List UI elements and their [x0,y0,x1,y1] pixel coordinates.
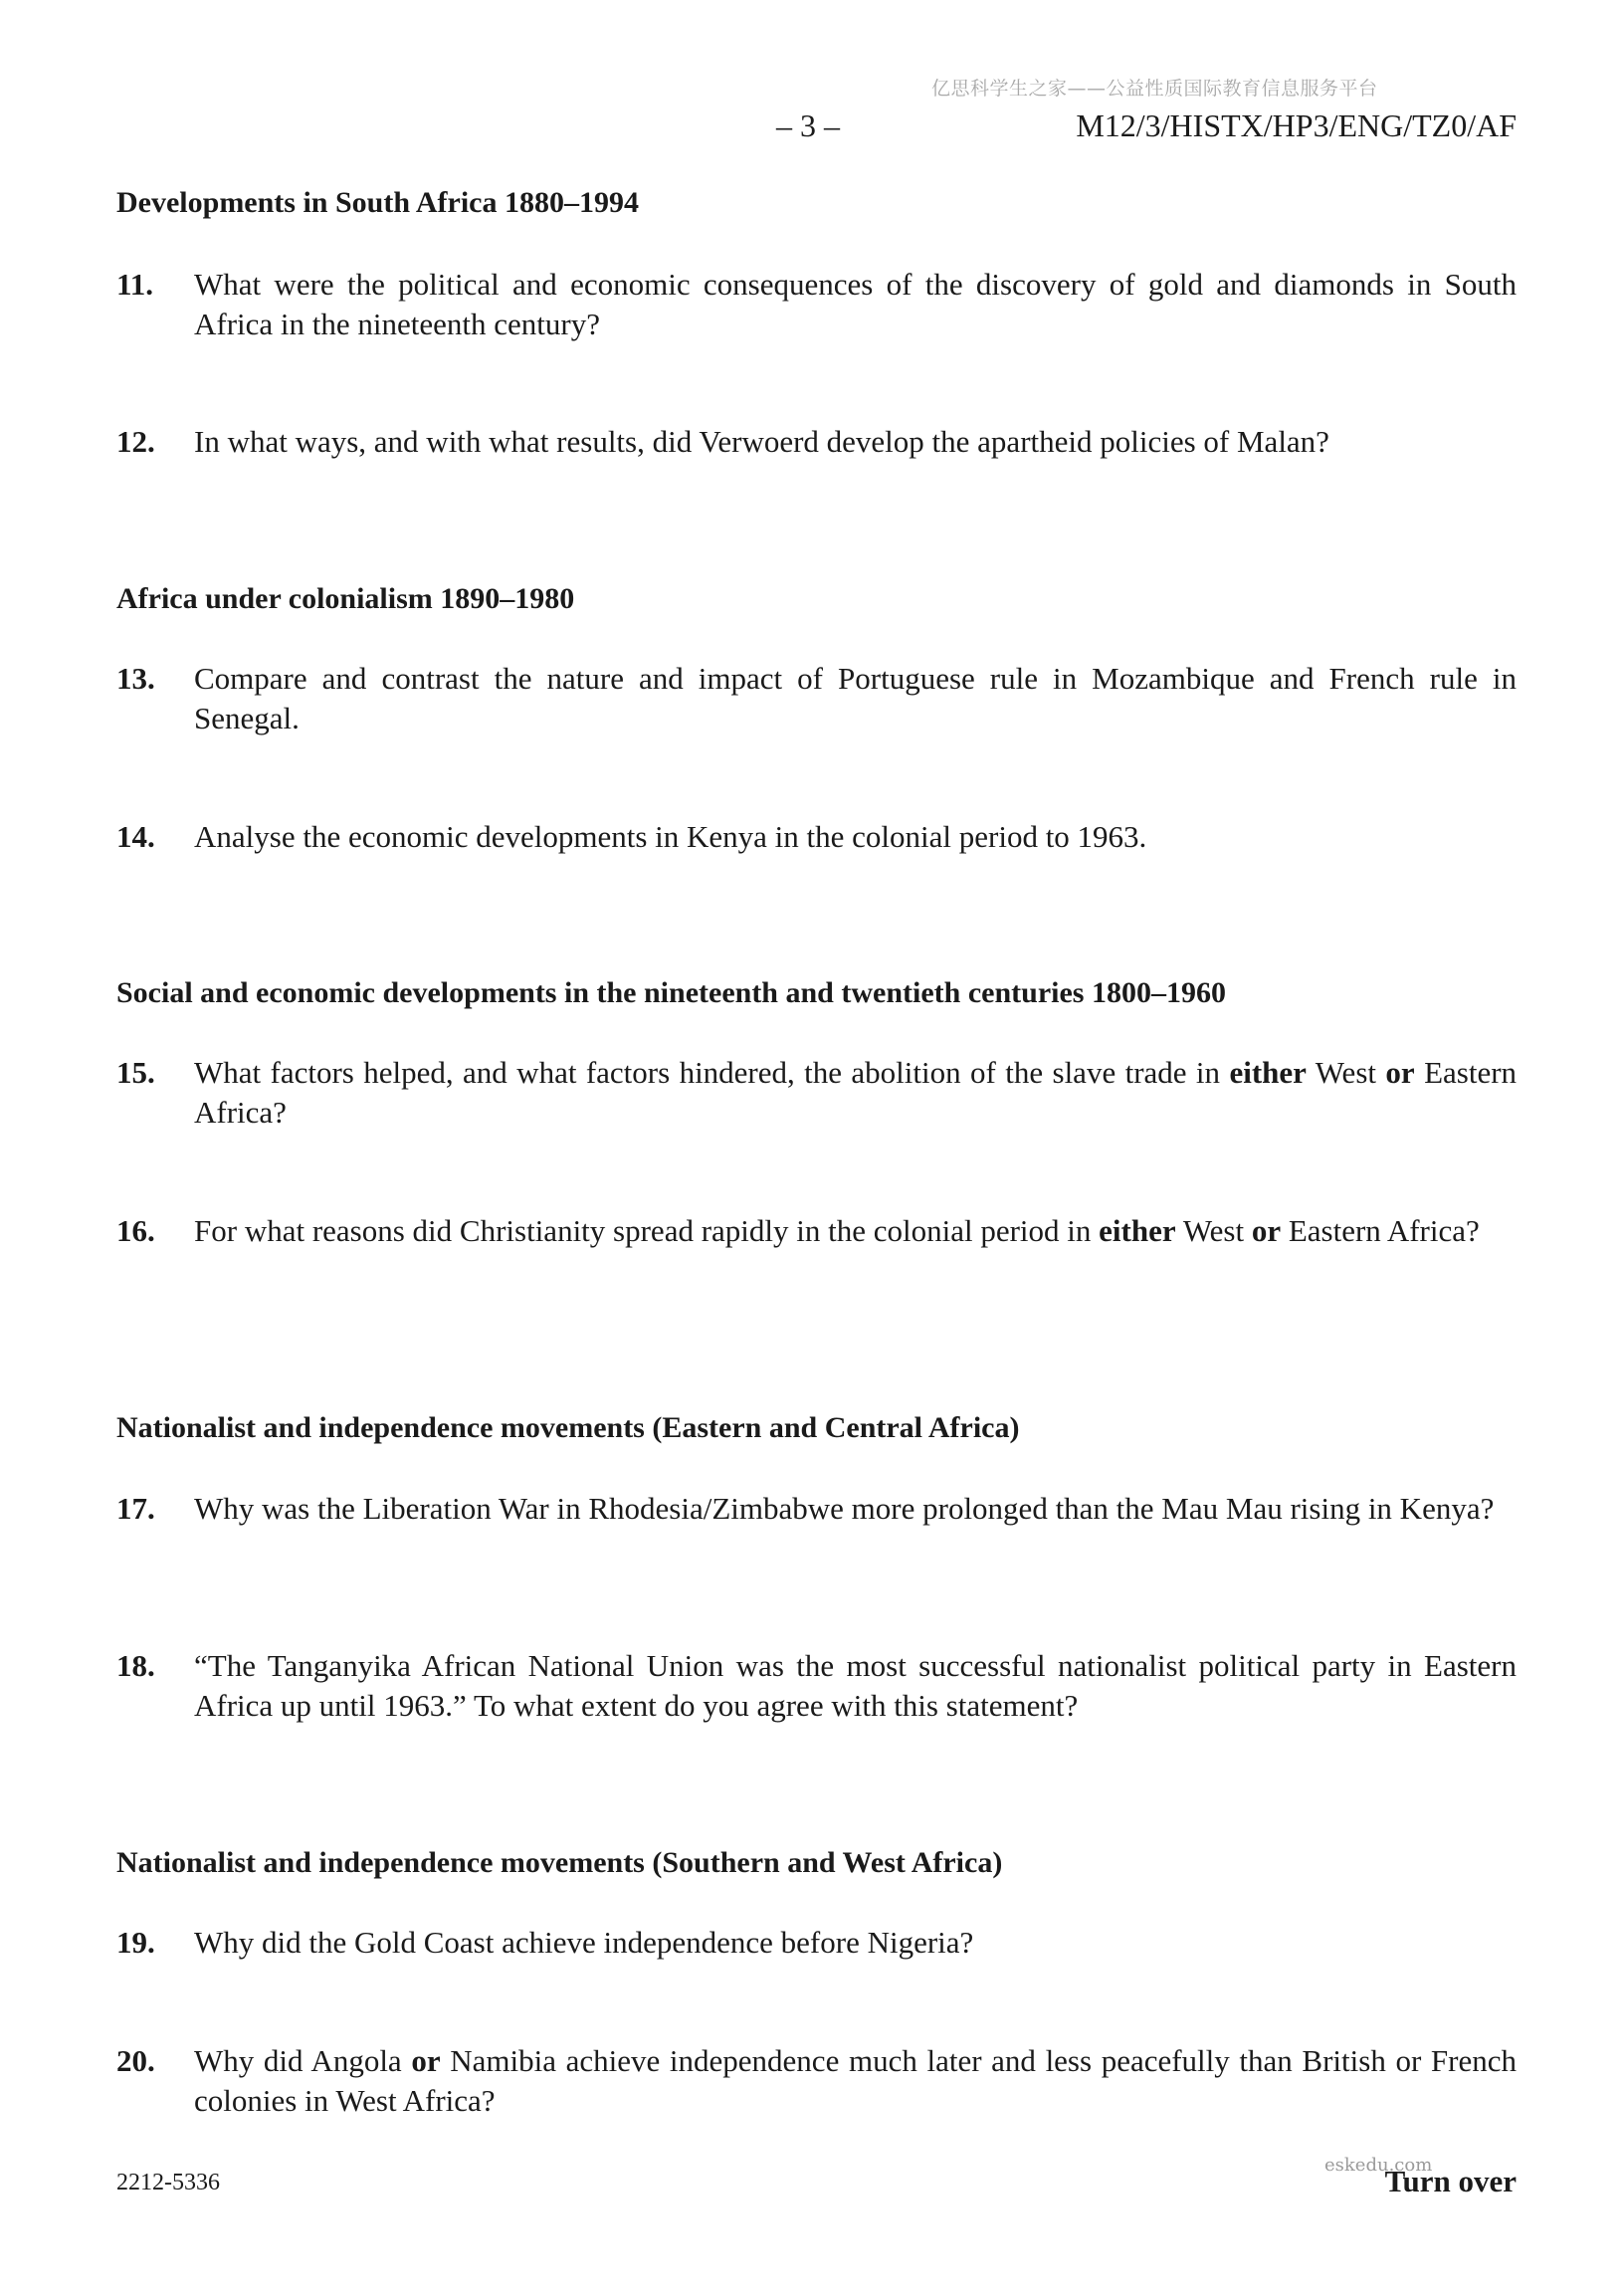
question-text: What were the political and economic consequences of the discovery of gold and diamonds in South Africa in the nineteenth century? [194,267,1517,341]
question-number: 18. [116,1648,155,1683]
question-15 [116,1053,1517,1133]
question-11 [116,265,1517,344]
question-number: 19. [116,1925,155,1960]
question-20 [116,2041,1517,2121]
emphasis-or: or [1251,1213,1282,1248]
document-code: M12/3/HISTX/HP3/ENG/TZ0/AF [1076,107,1517,143]
section-heading-southern-west: Nationalist and independence movements (Southern and West Africa) [116,1846,1003,1879]
page-number: – 3 – [776,107,840,143]
question-text: Why did the Gold Coast achieve independence before Nigeria? [194,1925,974,1960]
question-13 [116,659,1517,738]
section-heading-south-africa: Developments in South Africa 1880–1994 [116,186,639,219]
question-number: 16. [116,1213,155,1248]
question-number: 13. [116,661,155,696]
paper-code: 2212-5336 [116,2170,220,2195]
question-text: What factors helped, and what factors hindered, the abolition of the slave trade in either West or Eastern Africa? [194,1055,1518,1130]
question-text: “The Tanganyika African National Union was the most successful nationalist political party in Eastern Africa up until 1963.” To what extent do you agree with this statement? [194,1648,1517,1723]
question-number: 12. [116,424,155,459]
emphasis-or: or [411,2043,441,2078]
footer-watermark: eskedu.com [1324,2155,1433,2176]
question-14 [116,817,1517,857]
question-text: Why did Angola or Namibia achieve independence much later and less peacefully than British or French colonies in West Africa? [194,2043,1518,2118]
question-number: 11. [116,267,154,302]
question-number: 17. [116,1491,155,1526]
question-text: Compare and contrast the nature and impact of Portuguese rule in Mozambique and French rule in Senegal. [194,661,1517,735]
question-text: In what ways, and with what results, did Verwoerd develop the apartheid policies of Malan? [194,424,1329,459]
question-number: 20. [116,2043,155,2078]
section-heading-eastern-central: Nationalist and independence movements (Eastern and Central Africa) [116,1411,1020,1444]
section-heading-colonialism: Africa under colonialism 1890–1980 [116,582,575,615]
question-text: Analyse the economic developments in Kenya in the colonial period to 1963. [194,819,1147,854]
emphasis-either: either [1099,1213,1176,1248]
header-watermark: 亿思科学生之家——公益性质国际教育信息服务平台 [931,78,1378,100]
turn-over-label: Turn over [1384,2164,1517,2198]
question-text: For what reasons did Christianity spread rapidly in the colonial period in either West or Eastern Africa? [194,1213,1480,1248]
question-16 [116,1211,1517,1251]
question-number: 14. [116,819,155,854]
question-12 [116,422,1517,462]
question-18 [116,1646,1517,1726]
emphasis-either: either [1229,1055,1307,1090]
question-19 [116,1923,1517,1963]
emphasis-or: or [1385,1055,1415,1090]
question-number: 15. [116,1055,155,1090]
question-17 [116,1489,1517,1529]
question-text: Why was the Liberation War in Rhodesia/Zimbabwe more prolonged than the Mau Mau rising in Kenya? [194,1491,1495,1526]
section-heading-social-economic: Social and economic developments in the nineteenth and twentieth centuries 1800–1960 [116,976,1226,1009]
